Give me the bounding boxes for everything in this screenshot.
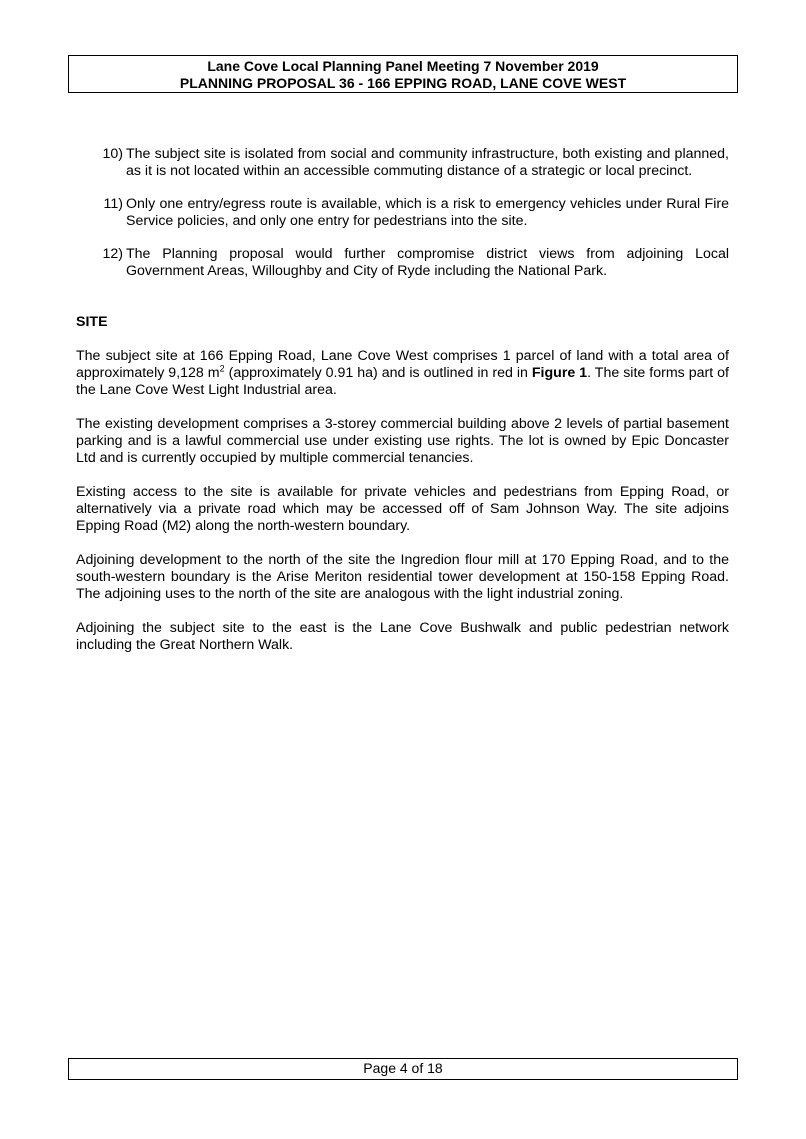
superscript-2: 2	[219, 363, 225, 374]
page-header	[68, 55, 738, 93]
site-text-part1: The subject site at 166 Epping Road, Lane Cove West comprises 1 parcel of land with a total area of approximately 9,128 m	[76, 348, 729, 381]
list-text: The Planning proposal would further compromise district views from adjoining Local Government Areas, Willoughby and City of Ryde including the National Park.	[126, 246, 729, 279]
list-text: Only one entry/egress route is available, which is a risk to emergency vehicles under Rural Fire Service policies, and only one entry for pedestrians into the site.	[126, 196, 729, 229]
site-text-part3: . The site forms part of the Lane Cove West Light Industrial area.	[76, 365, 729, 398]
figure-reference: Figure 1	[531, 365, 588, 381]
list-item	[76, 146, 729, 180]
list-number: 12)	[102, 246, 123, 262]
page-number: Page 4 of 18	[363, 1060, 443, 1076]
header-proposal-title: PLANNING PROPOSAL 36 - 166 EPPING ROAD, LANE COVE WEST	[179, 75, 627, 91]
list-number: 11)	[103, 196, 123, 212]
paragraph-adjoining-development: Adjoining development to the north of the site the Ingredion flour mill at 170 Epping Road, and to the south-western boundary is the Arise Meriton residential tower development at 150-158 Epping Road. The adjoining uses to the north of the site are analogous with the light industrial zoning.	[76, 552, 729, 602]
site-text-part2: (approximately 0.91 ha) and is outlined in red in	[224, 365, 532, 381]
document-body	[76, 146, 729, 671]
list-text: The subject site is isolated from social and community infrastructure, both existing and planned, as it is not located within an accessible commuting distance of a strategic or local precinct.	[126, 146, 729, 179]
paragraph-existing-development: The existing development comprises a 3-storey commercial building above 2 levels of partial basement parking and is a lawful commercial use under existing use rights. The lot is owned by Epic Doncaster Ltd and is currently occupied by multiple commercial tenancies.	[76, 416, 729, 466]
page-footer	[68, 1058, 738, 1080]
section-heading-site: SITE	[76, 314, 108, 330]
site-paragraph	[76, 348, 729, 399]
header-meeting-title: Lane Cove Local Planning Panel Meeting 7 November 2019	[207, 58, 599, 74]
paragraph-adjoining-east: Adjoining the subject site to the east is the Lane Cove Bushwalk and public pedestrian network including the Great Northern Walk.	[76, 620, 729, 653]
paragraph-existing-access: Existing access to the site is available for private vehicles and pedestrians from Epping Road, or alternatively via a private road which may be accessed off of Sam Johnson Way. The site adjoins Epping Road (M2) along the north-western boundary.	[76, 484, 729, 534]
list-item	[76, 196, 729, 230]
list-number: 10)	[102, 146, 123, 162]
list-item	[76, 246, 729, 280]
